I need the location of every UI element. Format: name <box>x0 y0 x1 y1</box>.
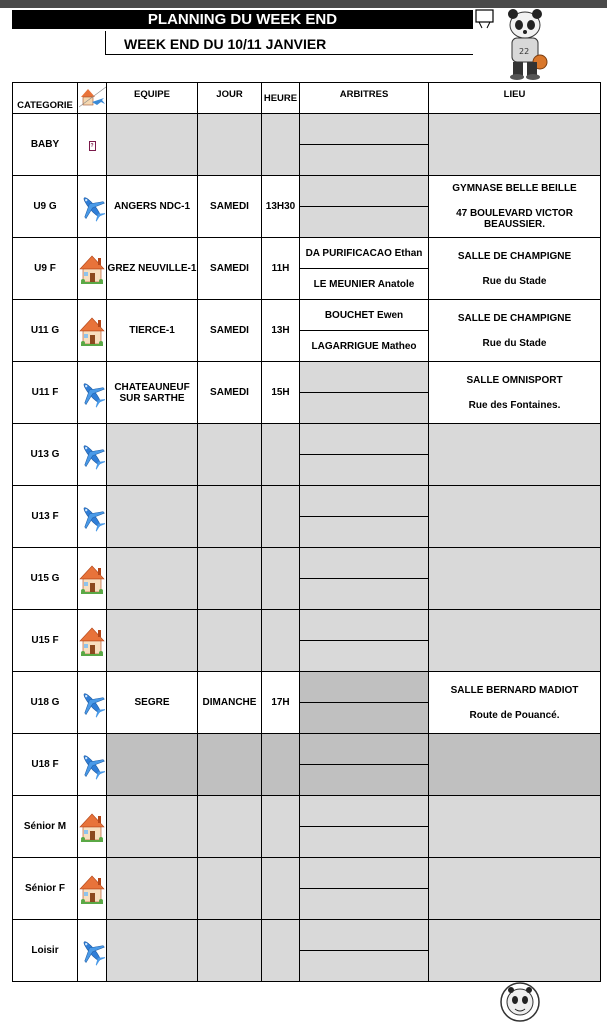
lieu-cell <box>429 734 601 796</box>
equipe-cell: ANGERS NDC-1 <box>107 176 198 238</box>
category-cell: U18 G <box>13 672 78 734</box>
lieu-cell <box>429 858 601 920</box>
category-cell: U9 G <box>13 176 78 238</box>
arbitre-cell <box>300 796 429 827</box>
arbitre-cell <box>300 703 429 734</box>
arbitre-cell <box>300 765 429 796</box>
lieu-cell <box>429 424 601 486</box>
lieu-cell <box>429 114 601 176</box>
table-row <box>13 610 601 641</box>
arbitre-cell: DA PURIFICACAO Ethan <box>300 238 429 269</box>
airplane-icon <box>78 424 107 486</box>
equipe-cell <box>107 486 198 548</box>
arbitre-cell <box>300 548 429 579</box>
jour-cell <box>198 114 262 176</box>
arbitre-cell <box>300 114 429 145</box>
lieu-name: SALLE DE CHAMPIGNE <box>457 312 572 324</box>
equipe-cell <box>107 920 198 982</box>
table-row <box>13 486 601 517</box>
equipe-cell <box>107 548 198 610</box>
lieu-cell <box>429 548 601 610</box>
heure-cell: 17H <box>262 672 300 734</box>
arbitre-cell <box>300 455 429 486</box>
arbitre-cell <box>300 362 429 393</box>
header-heure: HEURE <box>262 83 300 114</box>
lieu-cell <box>429 176 601 238</box>
top-bar <box>0 0 607 8</box>
header-lieu: LIEU <box>429 83 601 114</box>
house-icon <box>78 610 107 672</box>
category-cell: U15 F <box>13 610 78 672</box>
jour-cell <box>198 610 262 672</box>
arbitre-cell <box>300 393 429 424</box>
svg-text:22: 22 <box>519 47 530 56</box>
equipe-cell: GREZ NEUVILLE-1 <box>107 238 198 300</box>
table-row <box>13 238 601 269</box>
header-icon <box>78 83 107 114</box>
equipe-cell: CHATEAUNEUF SUR SARTHE <box>107 362 198 424</box>
jour-cell <box>198 548 262 610</box>
arbitre-cell <box>300 672 429 703</box>
house-icon <box>78 858 107 920</box>
arbitre-cell <box>300 920 429 951</box>
house-icon <box>78 300 107 362</box>
airplane-icon <box>78 920 107 982</box>
lieu-name: SALLE OMNISPORT <box>466 374 563 386</box>
jour-cell: SAMEDI <box>198 300 262 362</box>
panda-mascot-icon <box>473 8 558 80</box>
category-cell: U11 F <box>13 362 78 424</box>
lieu-cell <box>429 672 601 734</box>
arbitre-cell <box>300 889 429 920</box>
table-row <box>13 734 601 765</box>
arbitre-cell <box>300 858 429 889</box>
category-cell: U15 G <box>13 548 78 610</box>
missing-image-icon: ? <box>78 114 107 176</box>
category-cell: U13 G <box>13 424 78 486</box>
table-header-row <box>13 83 601 114</box>
home-away-icon <box>79 86 106 108</box>
arbitre-cell <box>300 827 429 858</box>
jour-cell <box>198 796 262 858</box>
table-row <box>13 424 601 455</box>
lieu-name: SALLE BERNARD MADIOT <box>450 684 579 696</box>
arbitre-cell <box>300 207 429 238</box>
heure-cell <box>262 858 300 920</box>
lieu-address: Rue du Stade <box>482 275 547 287</box>
heure-cell <box>262 424 300 486</box>
airplane-icon <box>78 672 107 734</box>
lieu-cell <box>429 486 601 548</box>
jour-cell <box>198 734 262 796</box>
lieu-address: Rue du Stade <box>482 337 547 349</box>
jour-cell <box>198 424 262 486</box>
jour-cell: DIMANCHE <box>198 672 262 734</box>
table-row <box>13 548 601 579</box>
arbitre-cell <box>300 517 429 548</box>
header-jour: JOUR <box>198 83 262 114</box>
category-cell: U18 F <box>13 734 78 796</box>
airplane-icon <box>78 734 107 796</box>
arbitre-cell <box>300 424 429 455</box>
category-cell: Sénior M <box>13 796 78 858</box>
jour-cell: SAMEDI <box>198 238 262 300</box>
arbitre-cell <box>300 486 429 517</box>
table-row <box>13 300 601 331</box>
arbitre-cell <box>300 641 429 672</box>
table-row <box>13 858 601 889</box>
heure-cell <box>262 486 300 548</box>
lieu-name: SALLE DE CHAMPIGNE <box>457 250 572 262</box>
lieu-name: GYMNASE BELLE BEILLE <box>452 183 577 194</box>
lieu-address: Route de Pouancé. <box>469 709 560 721</box>
table-row <box>13 796 601 827</box>
lieu-cell <box>429 920 601 982</box>
equipe-cell: TIERCE-1 <box>107 300 198 362</box>
house-icon <box>78 548 107 610</box>
arbitre-cell <box>300 145 429 176</box>
arbitre-cell <box>300 176 429 207</box>
arbitre-cell: BOUCHET Ewen <box>300 300 429 331</box>
house-icon <box>78 796 107 858</box>
lieu-cell <box>429 610 601 672</box>
arbitre-cell: LE MEUNIER Anatole <box>300 269 429 300</box>
category-cell: BABY <box>13 114 78 176</box>
lieu-cell <box>429 238 601 300</box>
header-categorie: CATEGORIE <box>13 83 78 114</box>
equipe-cell <box>107 734 198 796</box>
jour-cell <box>198 920 262 982</box>
heure-cell <box>262 548 300 610</box>
table-row <box>13 114 601 145</box>
heure-cell <box>262 734 300 796</box>
equipe-cell <box>107 796 198 858</box>
jour-cell <box>198 858 262 920</box>
airplane-icon <box>78 362 107 424</box>
club-logo-icon <box>497 978 543 1024</box>
equipe-cell <box>107 424 198 486</box>
week-subtitle: WEEK END DU 10/11 JANVIER <box>105 31 473 55</box>
airplane-icon <box>78 486 107 548</box>
header-arbitres: ARBITRES <box>300 83 429 114</box>
house-icon <box>78 238 107 300</box>
category-cell: U11 G <box>13 300 78 362</box>
planning-table <box>12 82 601 982</box>
category-cell: Sénior F <box>13 858 78 920</box>
category-cell: Loisir <box>13 920 78 982</box>
equipe-cell <box>107 858 198 920</box>
lieu-cell <box>429 362 601 424</box>
heure-cell <box>262 114 300 176</box>
equipe-cell: SEGRE <box>107 672 198 734</box>
category-cell: U9 F <box>13 238 78 300</box>
heure-cell <box>262 796 300 858</box>
equipe-cell <box>107 114 198 176</box>
table-row <box>13 672 601 703</box>
airplane-icon <box>78 176 107 238</box>
arbitre-cell <box>300 610 429 641</box>
arbitre-cell <box>300 579 429 610</box>
heure-cell: 13H30 <box>262 176 300 238</box>
page-title: PLANNING DU WEEK END <box>12 10 473 29</box>
jour-cell: SAMEDI <box>198 176 262 238</box>
table-row <box>13 176 601 207</box>
jour-cell <box>198 486 262 548</box>
category-cell: U13 F <box>13 486 78 548</box>
header-equipe: EQUIPE <box>107 83 198 114</box>
arbitre-cell <box>300 951 429 982</box>
lieu-address: 47 BOULEVARD VICTOR BEAUSSIER. <box>456 208 573 230</box>
table-row <box>13 362 601 393</box>
heure-cell: 11H <box>262 238 300 300</box>
heure-cell <box>262 610 300 672</box>
lieu-cell <box>429 300 601 362</box>
lieu-address: Rue des Fontaines. <box>468 399 561 411</box>
jour-cell: SAMEDI <box>198 362 262 424</box>
heure-cell <box>262 920 300 982</box>
table-row <box>13 920 601 951</box>
arbitre-cell <box>300 734 429 765</box>
lieu-cell <box>429 796 601 858</box>
heure-cell: 15H <box>262 362 300 424</box>
heure-cell: 13H <box>262 300 300 362</box>
equipe-cell <box>107 610 198 672</box>
arbitre-cell: LAGARRIGUE Matheo <box>300 331 429 362</box>
